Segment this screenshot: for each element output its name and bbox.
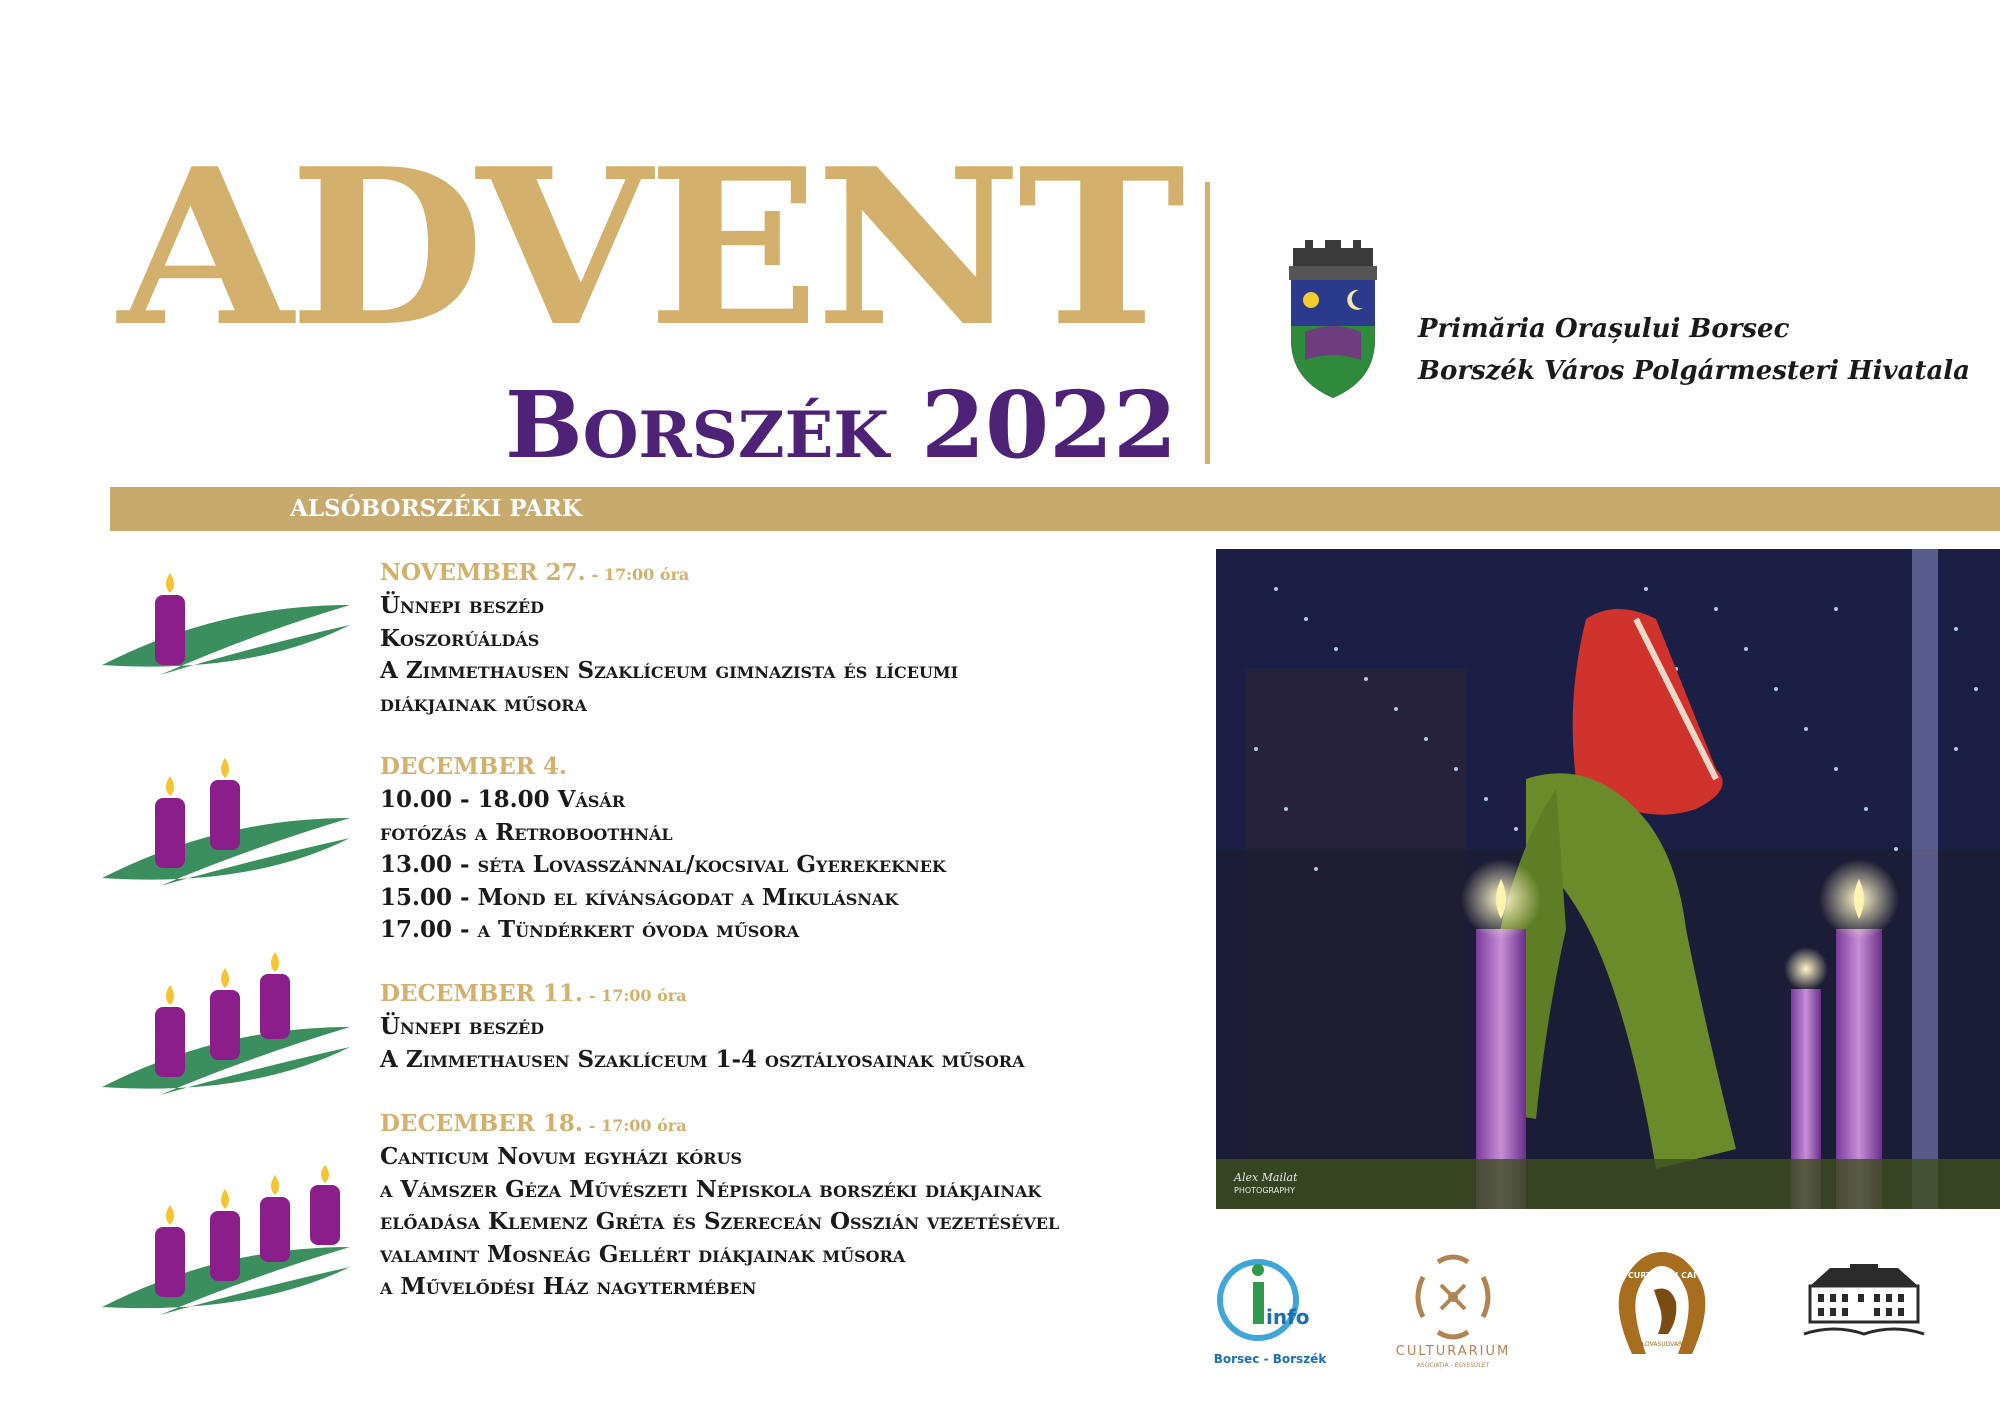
- culturarium-logo-name: CULTURARIUM: [1395, 1344, 1511, 1359]
- photo-credit: Alex Mailat: [1234, 1171, 1298, 1184]
- office-romanian: Primăria Orașului Borsec: [1418, 314, 1790, 344]
- event-section-2: [380, 752, 1180, 947]
- borsec-crest-icon: [1287, 240, 1379, 400]
- event-line: 17.00 - a Tündérkert óvoda műsora: [380, 916, 799, 943]
- advent-candle-icon: [100, 952, 360, 1097]
- advent-candle-icon: [100, 565, 360, 695]
- header-divider: [1205, 182, 1210, 464]
- info-logo: [1210, 1252, 1330, 1377]
- cultural-house-logo: [1800, 1262, 1928, 1342]
- lovasudvar-logo: [1612, 1250, 1712, 1375]
- event-line: előadása Klemenz Gréta és Szereceán Osszián vezetésével: [380, 1208, 1060, 1235]
- horseshoe-logo-icon: [1612, 1250, 1712, 1360]
- location-label: ALSÓBORSZÉKI PARK: [290, 495, 582, 522]
- event-line: 10.00 - 18.00 Vásár: [380, 786, 626, 813]
- event-date: DECEMBER 4.: [380, 753, 567, 780]
- advent-title: ADVENT: [118, 121, 1182, 374]
- curtea-logo-text: CURTEA CU CAI: [1627, 1271, 1697, 1280]
- culturarium-logo-icon: [1393, 1252, 1513, 1342]
- event-date: NOVEMBER 27. - 17:00 óra: [380, 559, 690, 586]
- culturarium-logo: [1393, 1252, 1513, 1377]
- event-line: Koszorúáldás: [380, 624, 540, 652]
- wreath-photo-image: [1216, 549, 2000, 1209]
- building-book-logo-icon: [1800, 1262, 1928, 1342]
- event-line: Canticum Novum egyházi kórus: [380, 1143, 743, 1170]
- event-line: diákjainak műsora: [380, 689, 587, 717]
- advent-candle-icon: [100, 1165, 360, 1315]
- event-section-4: [380, 1109, 1180, 1304]
- event-line: 13.00 - séta Lovasszánnal/kocsival Gyerekeknek: [380, 851, 946, 878]
- event-line: a Művelődési Ház nagytermében: [380, 1273, 757, 1300]
- town-hall-name: [1418, 308, 1978, 392]
- info-logo-text: info: [1266, 1305, 1310, 1329]
- curtea-logo-caption: LOVASUDVAR: [1641, 1341, 1683, 1348]
- event-line: Ünnepi beszéd: [380, 592, 545, 619]
- info-logo-caption: Borsec - Borszék: [1213, 1352, 1327, 1366]
- location-band: [110, 487, 2000, 531]
- event-line: 15.00 - Mond el kívánságodat a Mikulásnak: [380, 883, 899, 911]
- event-date: DECEMBER 11. - 17:00 óra: [380, 980, 687, 1007]
- event-line: fotózás a Retroboothnál: [380, 818, 673, 846]
- advent-candle-icon: [100, 758, 360, 888]
- info-logo-icon: [1210, 1252, 1330, 1352]
- event-line: A Zimmethausen Szaklíceum gimnazista és líceumi: [380, 657, 959, 684]
- office-hungarian: Borszék Város Polgármesteri Hivatala: [1418, 356, 1971, 386]
- event-line: valamint Mosneág Gellért diákjainak műsora: [380, 1240, 906, 1268]
- advent-wreath-photo: [1216, 549, 2000, 1209]
- culturarium-logo-caption: ASOCIAȚIA - EGYESÜLET: [1416, 1362, 1490, 1369]
- event-line: Ünnepi beszéd: [380, 1013, 545, 1040]
- event-line: A Zimmethausen Szaklíceum 1-4 osztályosainak műsora: [380, 1045, 1025, 1073]
- borszek-2022-subtitle: Borszék 2022: [505, 371, 1178, 479]
- event-line: a Vámszer Géza Művészeti Népiskola borszéki diákjainak: [380, 1175, 1042, 1203]
- event-date: DECEMBER 18. - 17:00 óra: [380, 1110, 687, 1137]
- photo-credit-sub: PHOTOGRAPHY: [1234, 1186, 1295, 1195]
- event-section-1: [380, 558, 1180, 720]
- event-section-3: [380, 979, 1180, 1076]
